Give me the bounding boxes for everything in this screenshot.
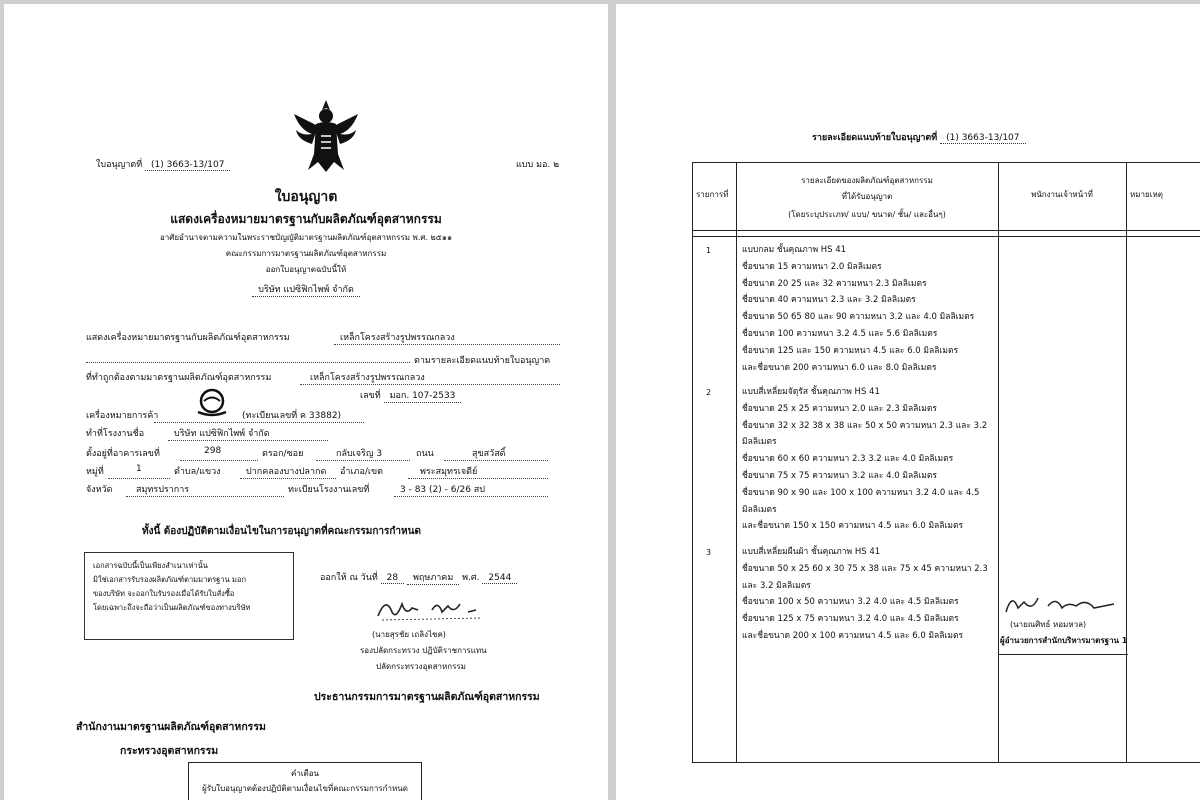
item-line: ชื่อขนาด 125 และ 150 ความหนา 4.5 และ 6.0 มิลลิเมตร [742,345,959,356]
attachment-header [812,130,1026,144]
item-line: และชื่อขนาด 200 ความหนา 6.0 และ 8.0 มิลลิเมตร [742,362,937,373]
stamp-line: เอกสารฉบับนี้เป็นเพียงสำเนาเท่านั้น [93,561,208,570]
item-detail [742,384,987,535]
attachment-header-no: (1) 3663-13/107 [940,133,1025,144]
factory-name: บริษัท แปซิฟิกไพพ์ จำกัด [174,429,270,439]
item-detail [742,242,974,376]
item-line: แบบสี่เหลี่ยมผืนผ้า ชั้นคุณภาพ HS 41 [742,547,881,557]
item-line: ชื่อขนาด 50 65 80 และ 90 ความหนา 3.2 และ 4.0 มิลลิเมตร [742,312,975,323]
license-subtitle: แสดงเครื่องหมายมาตรฐานกับผลิตภัณฑ์อุตสาหกรรม [170,212,442,226]
factory-reg: 3 - 83 (2) - 6/26 สป [400,485,486,495]
address-label: ตั้งอยู่ที่อาคารเลขที่ [86,449,160,459]
tambon-value: ปากคลองบางปลากด [246,467,327,477]
attachment-page [616,4,1200,800]
officer-signature-icon [1002,588,1122,618]
ministry-name: กระทรวงอุตสาหกรรม [120,745,219,757]
company-name: บริษัท แปซิฟิกไพพ์ จำกัด [252,282,360,297]
signer-ministry: ปลัดกระทรวงอุตสาหกรรม [376,662,466,671]
issued-year-label: พ.ศ. [462,573,480,583]
amphoe-label: อำเภอ/เขต [340,467,383,477]
col-detail-header: รายละเอียดของผลิตภัณฑ์อุตสาหกรรม [801,176,933,185]
officer-name: (นายณศิทธ์ หอมหวล) [1010,620,1087,629]
garuda-emblem-icon [288,96,364,176]
license-no-label: ใบอนุญาตที่ [96,160,143,170]
chairman-title: ประธานกรรมการมาตรฐานผลิตภัณฑ์อุตสาหกรรม [314,691,540,703]
factory-reg-label: ทะเบียนโรงงานเลขที่ [288,485,370,495]
address-no: 298 [204,446,222,456]
attachment-note: ตามรายละเอียดแนบท้ายใบอนุญาต [414,356,551,366]
issued-month: พฤษภาคม [407,570,459,585]
item-no: 1 [706,246,712,255]
issued-date-row [320,570,517,585]
road-label: ถนน [416,449,434,459]
item-detail [742,544,988,645]
item-line: และชื่อขนาด 200 x 100 ความหนา 4.5 และ 6.0 มิลลิเมตร [742,630,964,641]
item-line: ชื่อขนาด 100 ความหนา 3.2 4.5 และ 5.6 มิลลิเมตร [742,328,938,339]
officer-role: ผู้อำนวยการสำนักบริหารมาตรฐาน 1 [1000,636,1128,645]
office-name: สำนักงานมาตรฐานผลิตภัณฑ์อุตสาหกรรม [76,721,266,733]
standard-product: เหล็กโครงสร้างรูปพรรณกลวง [310,373,425,383]
road-value: สุขสวัสดิ์ [472,449,506,459]
item-line: แบบกลม ชั้นคุณภาพ HS 41 [742,245,847,255]
tambon-label: ตำบล/แขวง [174,467,221,477]
trademark-label: เครื่องหมายการค้า [86,411,159,421]
item-line: ชื่อขนาด 15 ความหนา 2.0 มิลลิเมตร [742,261,882,272]
province-value: สมุทรปราการ [136,485,190,495]
signer-name: (นายสุรชัย เถลิงไชค) [372,630,446,639]
stamp-line: มิใช่เอกสารรับรองผลิตภัณฑ์ตามมาตรฐาน มอก [93,575,247,584]
col-item-header: รายการที่ [696,190,729,199]
item-line: ชื่อขนาด 100 x 50 ความหนา 3.2 4.0 และ 4.5 มิลลิเมตร [742,597,959,608]
item-line: ชื่อขนาด 25 x 25 ความหนา 2.0 และ 2.3 มิลลิเมตร [742,403,937,414]
committee-line: คณะกรรมการมาตรฐานผลิตภัณฑ์อุตสาหกรรม [225,249,387,258]
col-note-header: หมายเหตุ [1130,190,1163,199]
stamp-line: โดยเฉพาะถึงจะถือว่าเป็นผลิตภัณฑ์ของทางบริษัท [93,603,251,612]
item-no: 2 [706,388,712,397]
item-line: ชื่อขนาด 50 x 25 60 x 30 75 x 38 และ 75 x 45 ความหนา 2.3 [742,563,988,574]
moo-label: หมู่ที่ [86,467,104,477]
attachment-header-label: รายละเอียดแนบท้ายใบอนุญาตที่ [812,133,938,143]
item-line: ชื่อขนาด 75 x 75 ความหนา 3.2 และ 4.0 มิลลิเมตร [742,470,937,481]
item-line: มิลลิเมตร [742,437,777,448]
license-title: ใบอนุญาต [274,189,338,205]
col-officer-header: พนักงานเจ้าหน้าที่ [1031,190,1093,199]
issued-label: ออกให้ ณ วันที่ [320,573,378,583]
col-detail-note: (โดยระบุประเภท/ แบบ/ ขนาด/ ชั้น/ และอื่นๆ) [788,210,946,219]
moo-value: 1 [136,464,142,474]
factory-label: ทำที่โรงงานชื่อ [86,429,145,439]
form-code: แบบ มอ. ๒ [516,160,560,170]
item-line: ชื่อขนาด 40 ความหนา 2.3 และ 3.2 มิลลิเมตร [742,295,916,306]
signer-role: รองปลัดกระทรวง ปฏิบัติราชการแทน [360,646,487,655]
item-line: ชื่อขนาด 20 25 และ 32 ความหนา 2.3 มิลลิเมตร [742,278,927,289]
product-label: แสดงเครื่องหมายมาตรฐานกับผลิตภัณฑ์อุตสาหกรรม [86,333,290,343]
attachment-table [692,162,1200,762]
issue-line: ออกใบอนุญาตฉบับนี้ให้ [265,265,347,274]
item-line: ชื่อขนาด 32 x 32 38 x 38 และ 50 x 50 ความหนา 2.3 และ 3.2 [742,420,988,431]
issued-day: 28 [381,573,404,584]
license-no-row [96,157,230,171]
trademark-reg: (ทะเบียนเลขที่ ค 33882) [242,411,342,421]
amphoe-value: พระสมุทรเจดีย์ [420,467,478,477]
alley-value: กลับเจริญ 3 [336,449,383,459]
stamp-line: ของบริษัท จะออกใบรับรองเมื่อได้รับใบสั่งซื้อ [93,589,235,598]
item-line: แบบสี่เหลี่ยมจัตุรัส ชั้นคุณภาพ HS 41 [742,387,880,397]
warning-text: ผู้รับใบอนุญาตต้องปฏิบัติตามเงื่อนไขที่คณะกรรมการกำหนด [202,784,408,793]
item-line: และ 3.2 มิลลิเมตร [742,580,811,591]
item-line: มิลลิเมตร [742,504,777,515]
issued-year: 2544 [482,573,517,584]
authority-line: อาศัยอำนาจตามความในพระราชบัญญัติมาตรฐานผลิตภัณฑ์อุตสาหกรรม พ.ศ. ๒๕๑๑ [159,233,453,242]
item-line: ชื่อขนาด 125 x 75 ความหนา 3.2 4.0 และ 4.5 มิลลิเมตร [742,614,959,625]
product-value: เหล็กโครงสร้างรูปพรรณกลวง [340,333,455,343]
item-line: ชื่อขนาด 60 x 60 ความหนา 2.3 3.2 และ 4.0 มิลลิเมตร [742,454,954,465]
col-detail-subheader: ที่ได้รับอนุญาต [841,192,893,201]
copy-disclaimer-stamp [84,552,294,640]
signature-icon [372,590,492,626]
province-label: จังหวัด [86,485,113,495]
trademark-logo-icon [192,388,232,418]
license-no: (1) 3663-13/107 [145,160,230,171]
warning-box [188,762,422,800]
item-line: ชื่อขนาด 90 x 90 และ 100 x 100 ความหนา 3.2 4.0 และ 4.5 [742,487,980,498]
item-line: และชื่อขนาด 150 x 150 ความหนา 4.5 และ 6.0 มิลลิเมตร [742,521,964,532]
standard-no: มอก. 107-2533 [384,388,462,403]
item-no: 3 [706,548,712,557]
warning-title: คำเตือน [290,769,320,778]
standard-label: ที่ทำถูกต้องตามมาตรฐานผลิตภัณฑ์อุตสาหกรรม [86,373,272,383]
alley-label: ตรอก/ซอย [262,449,304,459]
condition-text: ทั้งนี้ ต้องปฏิบัติตามเงื่อนไขในการอนุญาตที่คณะกรรมการกำหนด [142,526,421,537]
standard-no-label: เลขที่ [360,391,381,401]
license-page [4,4,608,800]
